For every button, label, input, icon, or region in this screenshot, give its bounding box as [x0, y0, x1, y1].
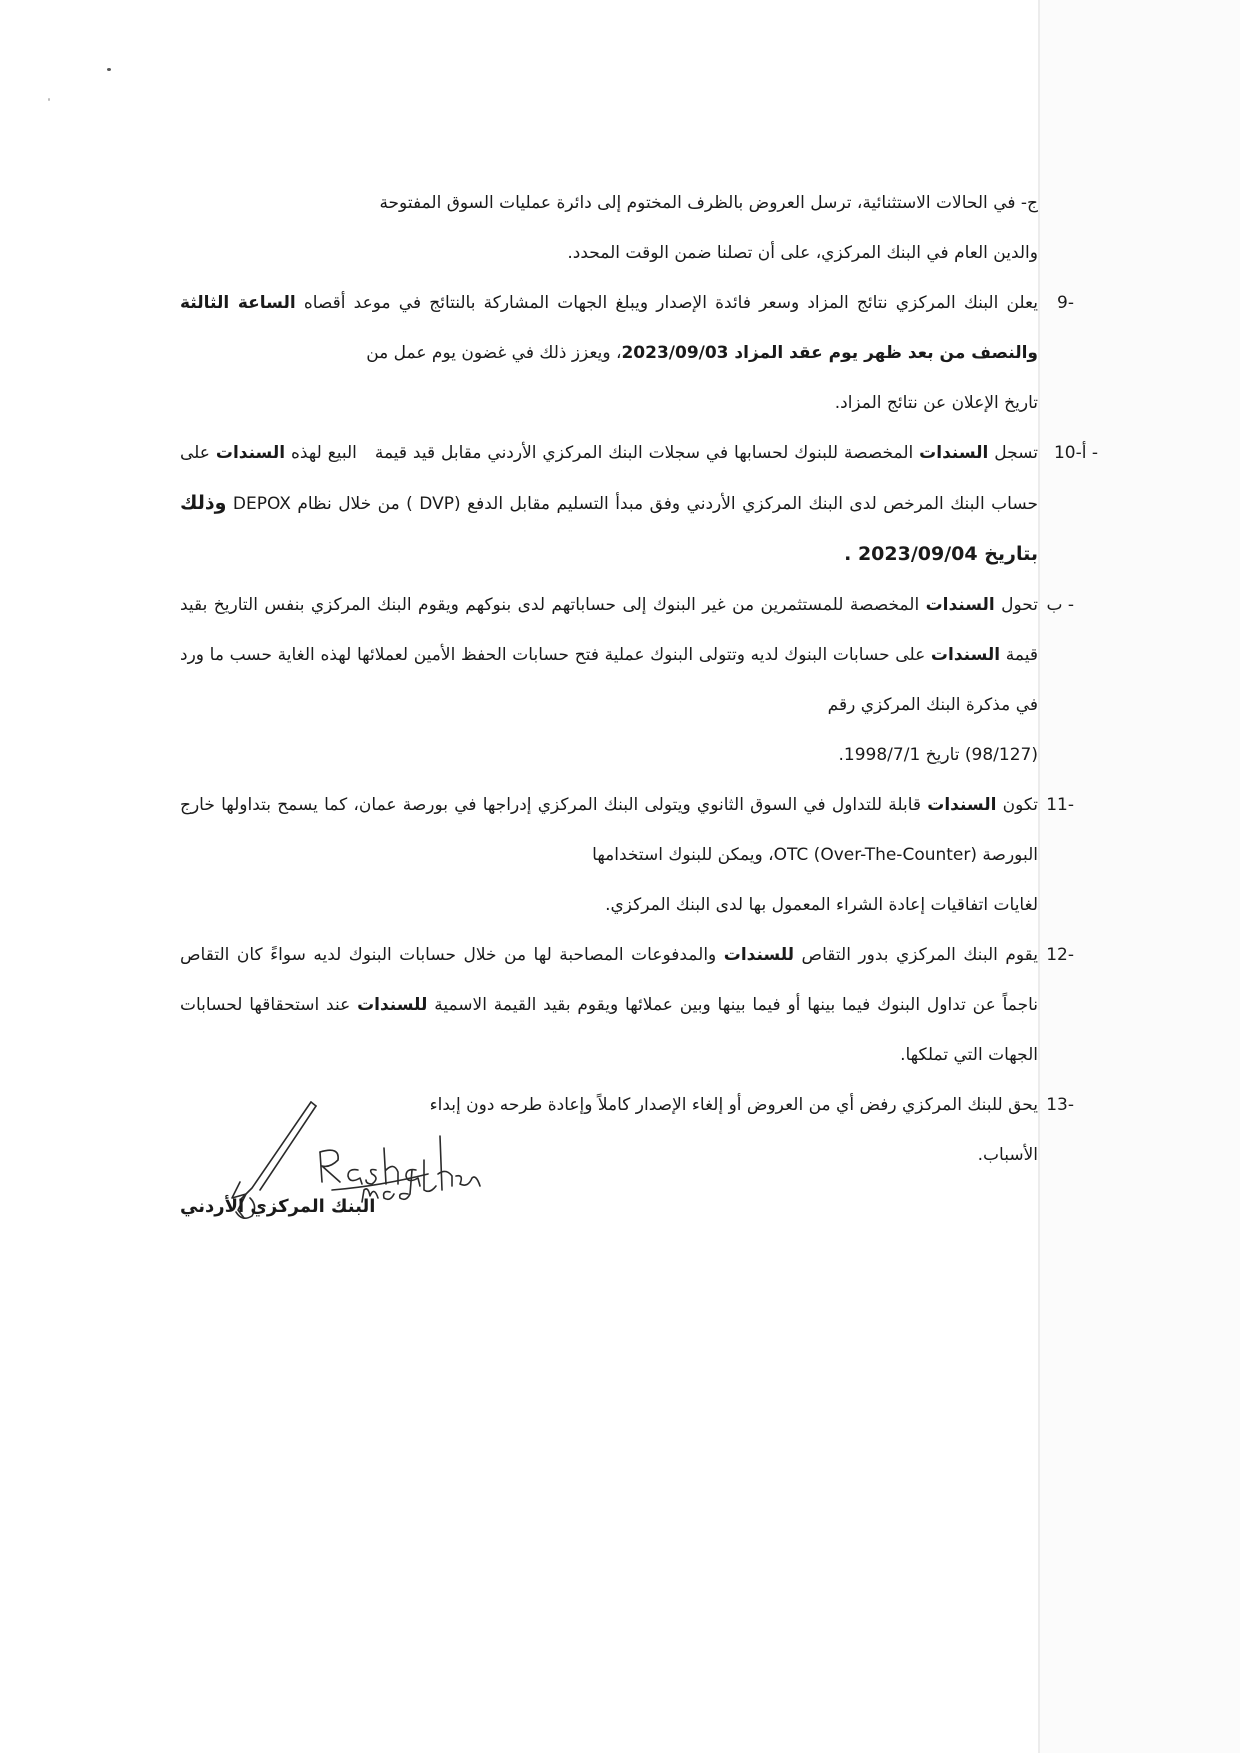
paragraph-text: تسجل	[994, 443, 1039, 463]
paragraph-9	[180, 278, 1074, 428]
paragraph-text: البيع لهذه	[290, 443, 357, 463]
signatory-organization: البنك المركزي الأردني	[180, 1196, 376, 1217]
page-margin-shade	[1040, 0, 1240, 1753]
paragraph-bold-text: السندات	[930, 645, 1001, 665]
paragraph-number: 12-	[1046, 945, 1074, 965]
handwritten-signature	[180, 1090, 510, 1240]
paragraph-text: ، ويعزز ذلك في غضون يوم عمل من	[366, 343, 622, 363]
paragraph-number: 9-	[1057, 293, 1074, 313]
paragraph-bold-text: السندات	[927, 795, 997, 815]
paragraph-bold-text: الساعة الثالثة والنصف من بعد ظهر يوم عقد المزاد 2023/09/03	[180, 293, 1038, 363]
paragraph-11	[180, 780, 1074, 930]
paragraph-bold-text: السندات	[215, 443, 286, 463]
paragraph-text: المخصصة للبنوك لحسابها في سجلات البنك المركزي الأردني مقابل قيد قيمة	[374, 443, 914, 463]
paragraph-j	[180, 178, 1038, 278]
paragraph-text: على حساب البنك المرخص لدى البنك المركزي الأردني وفق مبدأ التسليم	[180, 443, 1039, 514]
scan-speck	[48, 98, 50, 101]
paragraph-text: كما يسمح بتداولها خارج البورصة OTC (Over-The-Counter)، ويمكن للبنوك استخدامها	[180, 795, 1038, 865]
paragraph-text: حسابات الحفظ الأمين لعملائها لهذه الغاية حسب ما ورد في مذكرة البنك المركزي رقم	[180, 645, 1038, 715]
paragraph-text: المخصصة للمستثمرين من غير البنوك إلى حساباتهم لدى بنوكهم ويقوم البنك	[377, 595, 920, 615]
paragraph-text: على حسابات البنوك لديه وتتولى البنوك عملية فتح	[574, 645, 926, 665]
paragraph-text: (98/127) تاريخ 1998/7/1.	[838, 745, 1038, 765]
paragraph-number: 13-	[1046, 1095, 1074, 1115]
paragraph-text: لغايات اتفاقيات إعادة الشراء المعمول بها لدى البنك المركزي.	[605, 895, 1038, 915]
paragraph-text: عند استحقاقها لحسابات الجهات التي تملكها.	[180, 995, 1038, 1065]
paragraph-bold-text: السندات	[925, 595, 995, 615]
paragraph-10b	[180, 580, 1074, 780]
paragraph-text: الاسمية	[434, 995, 487, 1015]
page-edge-line	[1038, 0, 1040, 1753]
paragraph-number: 10-أ -	[1053, 443, 1098, 463]
paragraph-text: مقابل الدفع (DVP ) من خلال نظام DEPOX	[232, 494, 551, 514]
paragraph-text: يقوم البنك المركزي بدور التقاص	[801, 945, 1038, 965]
paragraph-bold-text: للسندات	[357, 995, 428, 1015]
paragraph-bold-text: للسندات	[723, 945, 795, 965]
scan-speck	[107, 68, 111, 71]
paragraph-text: يحق للبنك المركزي رفض أي من العروض أو إلغاء الإصدار كاملاً وإعادة طرحه دون إبداء	[429, 1095, 1038, 1115]
paragraph-text: سواءً كان التقاص ناجماً عن تداول البنوك فيما بينها أو فيما بينها وبين عملائها ويقوم بقيد القيمة	[180, 945, 1038, 1015]
paragraph-text: تاريخ الإعلان عن نتائج المزاد.	[834, 393, 1038, 413]
paragraph-text: والمدفوعات المصاحبة لها من خلال حسابات البنوك لديه	[313, 945, 717, 965]
paragraph-text: تكون	[1002, 795, 1039, 815]
paragraph-text: يعلن البنك المركزي نتائج المزاد وسعر فائدة الإصدار ويبلغ الجهات المشاركة بالنتائج في موعد أقصاه	[303, 293, 1038, 313]
paragraph-text: تحول	[1001, 595, 1039, 615]
paragraph-bold-date: وذلك بتاريخ 2023/09/04 .	[180, 492, 1038, 565]
paragraph-j-line-1: ج- في الحالات الاستثنائية، ترسل العروض بالظرف المختوم إلى دائرة عمليات السوق المفتوحة	[379, 193, 1038, 213]
paragraph-number: 11-	[1046, 795, 1074, 815]
paragraph-12	[180, 930, 1074, 1080]
paragraph-bold-text: السندات	[919, 443, 989, 463]
paragraph-number: ب -	[1046, 595, 1074, 615]
paragraph-text: المركزي بنفس التاريخ بقيد قيمة	[180, 595, 1038, 665]
paragraph-j-line-2: والدين العام في البنك المركزي، على أن تصلنا ضمن الوقت المحدد.	[567, 243, 1038, 263]
signature-drawing	[180, 1090, 510, 1240]
paragraph-10a	[180, 428, 1098, 580]
document-body	[180, 178, 1098, 1180]
paragraph-text: الأسباب.	[977, 1145, 1038, 1165]
paragraph-text: قابلة للتداول في السوق الثانوي ويتولى البنك المركزي إدراجها في بورصة عمان،	[353, 795, 922, 815]
